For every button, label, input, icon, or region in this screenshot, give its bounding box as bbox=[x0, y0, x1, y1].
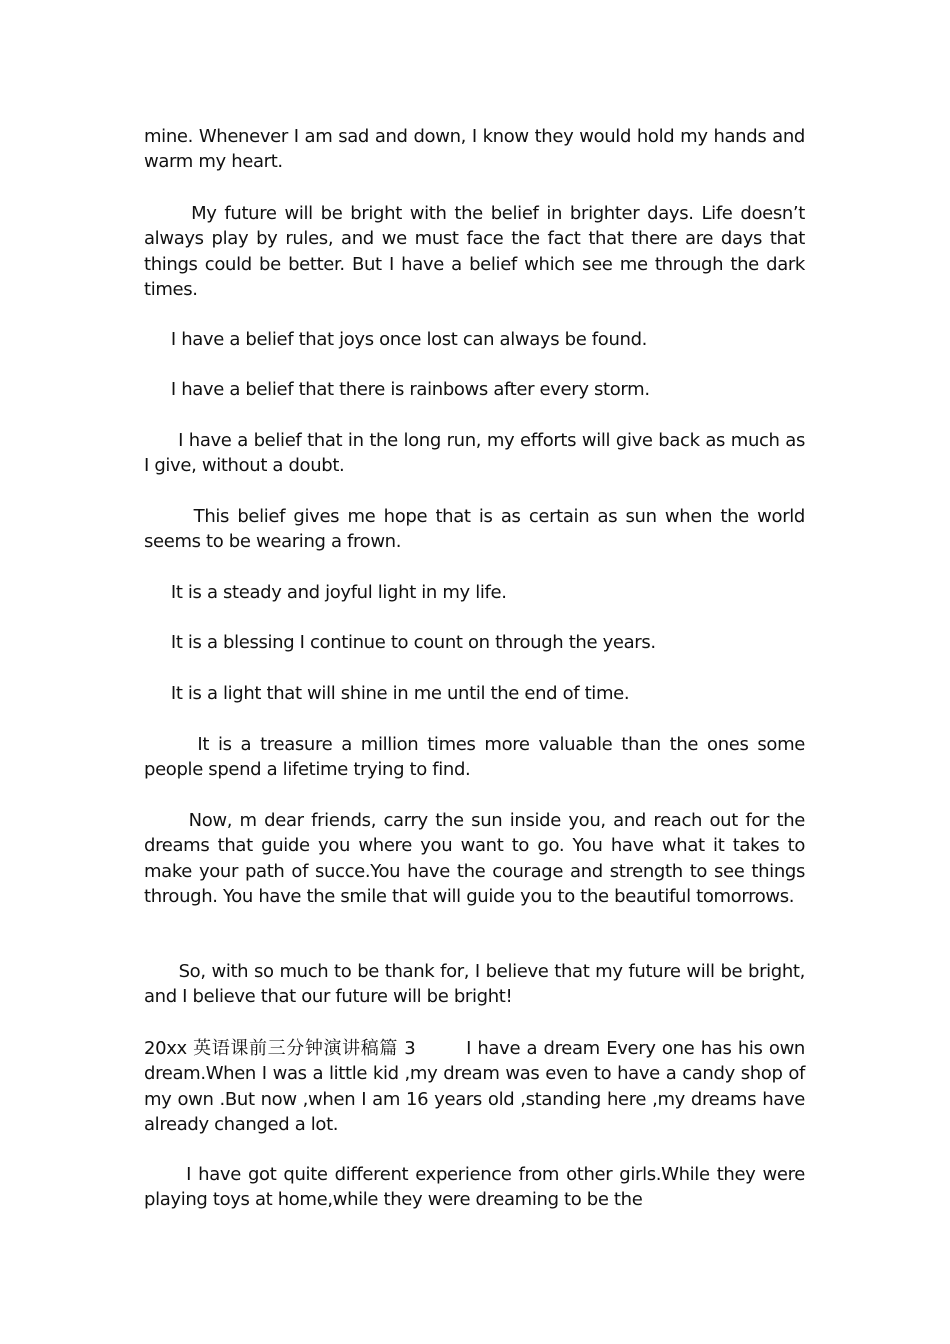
paragraph-2: My future will be bright with the belief in brighter days. Life doesn’t always play by rules, and we must face the fact that there are days that things could be better. But I have a belief which see me through the dark times. bbox=[144, 203, 811, 300]
paragraph-13: 20xx 英语课前三分钟演讲稿篇 3 I have a dream Every one has his own dream.When I was a little kid ,my dream was even to have a candy shop of my own .But now ,when I am 16 years old ,standing here ,my dreams have already changed a lot. bbox=[144, 1038, 811, 1135]
paragraph-14: I have got quite different experience from other girls.While they were playing toys at home,while they were dreaming to be the bbox=[144, 1164, 811, 1211]
paragraph-6: This belief gives me hope that is as certain as sun when the world seems to be wearing a frown. bbox=[144, 506, 811, 553]
paragraph-11: Now, m dear friends, carry the sun inside you, and reach out for the dreams that guide you where you want to go. You have what it takes to make your path of succe.You have the courage and strength to see things through. You have the smile that will guide you to the beautiful tomorrows. bbox=[144, 810, 811, 907]
paragraph-3: I have a belief that joys once lost can always be found. bbox=[144, 329, 648, 350]
paragraph-8: It is a blessing I continue to count on through the years. bbox=[144, 632, 656, 653]
paragraph-5: I have a belief that in the long run, my efforts will give back as much as I give, without a doubt. bbox=[144, 430, 811, 477]
paragraph-9: It is a light that will shine in me until the end of time. bbox=[144, 683, 630, 704]
paragraph-1: mine. Whenever I am sad and down, I know they would hold my hands and warm my heart. bbox=[144, 126, 811, 173]
paragraph-4: I have a belief that there is rainbows after every storm. bbox=[144, 379, 650, 400]
paragraph-10: It is a treasure a million times more valuable than the ones some people spend a lifetime trying to find. bbox=[144, 734, 811, 781]
paragraph-12: So, with so much to be thank for, I believe that my future will be bright, and I believe that our future will be bright! bbox=[144, 961, 811, 1008]
paragraph-7: It is a steady and joyful light in my life. bbox=[144, 582, 507, 603]
